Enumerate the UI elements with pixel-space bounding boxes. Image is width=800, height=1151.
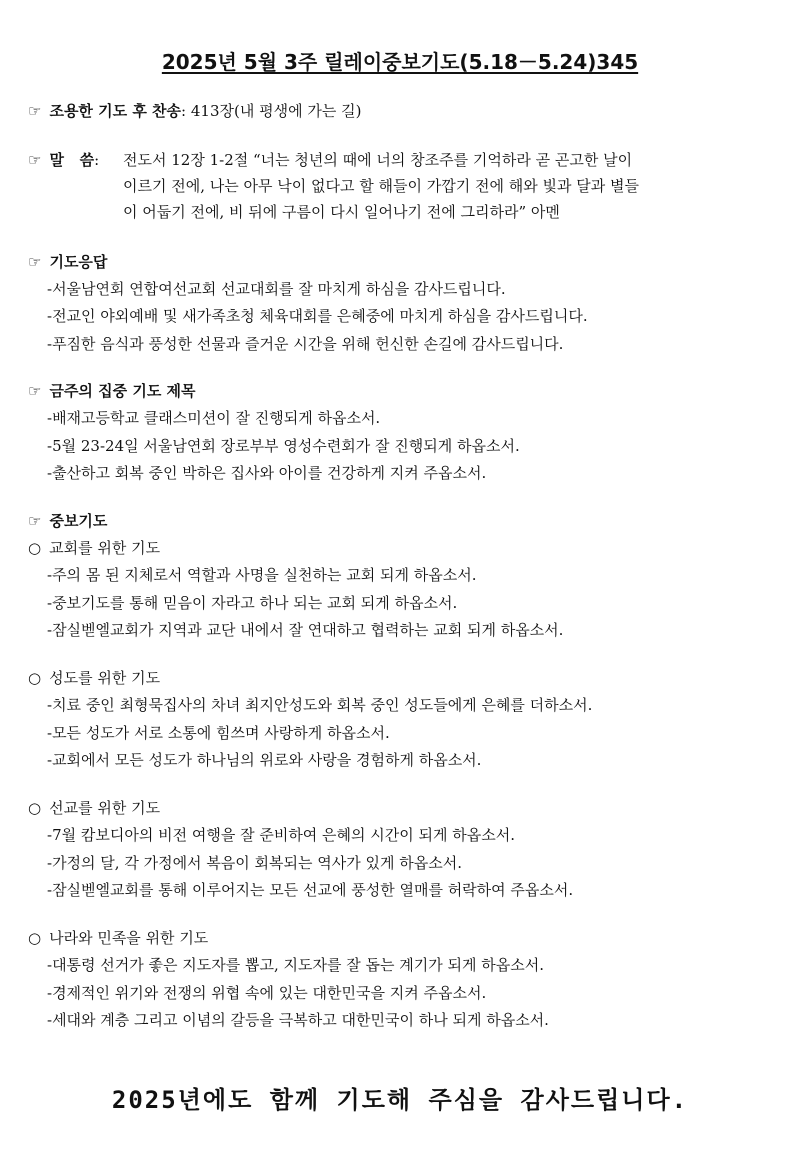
scripture-line: 이 어둡기 전에, 비 뒤에 구름이 다시 일어나기 전에 그리하라” 아멘	[123, 203, 560, 221]
list-item: -주의 몸 된 지체로서 역할과 사명을 실천하는 교회 되게 하옵소서.	[47, 566, 477, 584]
list-item: -서울남연회 연합여선교회 선교대회를 잘 마치게 하심을 감사드립니다.	[47, 280, 506, 298]
circle-bullet-icon: ○	[28, 539, 42, 557]
list-item: -모든 성도가 서로 소통에 힘쓰며 사랑하게 하옵소서.	[47, 724, 390, 742]
section-title: ○ 선교를 위한 기도	[28, 799, 161, 817]
list-item: -치료 중인 최형묵집사의 차녀 최지안성도와 회복 중인 성도들에게 은혜를 더하소서.	[47, 696, 593, 714]
hymn-label: 조용한 기도 후 찬송	[49, 102, 182, 120]
list-item: -배재고등학교 클래스미션이 잘 진행되게 하옵소서.	[47, 409, 381, 427]
hymn-value: : 413장(내 평생에 가는 길)	[181, 102, 362, 120]
list-item: -잠실벧엘교회가 지역과 교단 내에서 잘 연대하고 협력하는 교회 되게 하옵소서.	[47, 621, 564, 639]
scripture-line: 전도서 12장 1-2절 “너는 청년의 때에 너의 창조주를 기억하라 곧 곤고한 날이	[123, 151, 633, 169]
pointing-hand-icon: ☞	[28, 151, 42, 169]
circle-bullet-icon: ○	[28, 799, 42, 817]
answered-heading: ☞ 기도응답	[28, 253, 108, 271]
section-title: ○ 나라와 민족을 위한 기도	[28, 929, 209, 947]
pointing-hand-icon: ☞	[28, 512, 42, 530]
pointing-hand-icon: ☞	[28, 102, 42, 120]
list-item: -대통령 선거가 좋은 지도자를 뽑고, 지도자를 잘 돕는 계기가 되게 하옵소서.	[47, 956, 544, 974]
list-item: -7월 캄보디아의 비전 여행을 잘 준비하여 은혜의 시간이 되게 하옵소서.	[47, 826, 516, 844]
pointing-hand-icon: ☞	[28, 253, 42, 271]
list-item: -가정의 달, 각 가정에서 복음이 회복되는 역사가 있게 하옵소서.	[47, 854, 463, 872]
list-item: -출산하고 회복 중인 박하은 집사와 아이를 건강하게 지켜 주옵소서.	[47, 464, 487, 482]
section-title: ○ 교회를 위한 기도	[28, 539, 161, 557]
list-item: -교회에서 모든 성도가 하나님의 위로와 사랑을 경험하게 하옵소서.	[47, 751, 482, 769]
circle-bullet-icon: ○	[28, 929, 42, 947]
circle-bullet-icon: ○	[28, 669, 42, 687]
hymn-line	[28, 101, 361, 121]
list-item: -세대와 계층 그리고 이념의 갈등을 극복하고 대한민국이 하나 되게 하옵소서.	[47, 1011, 549, 1029]
intercession-heading: ☞ 중보기도	[28, 512, 108, 530]
section-title: ○ 성도를 위한 기도	[28, 669, 161, 687]
scripture-label-line: ☞ 말 씀:	[28, 151, 100, 169]
scripture-text	[123, 147, 773, 225]
scripture-label: 말 씀	[49, 151, 95, 169]
focus-heading: ☞ 금주의 집중 기도 제목	[28, 382, 196, 400]
list-item: -5월 23-24일 서울남연회 장로부부 영성수련회가 잘 진행되게 하옵소서.	[47, 437, 520, 455]
list-item: -중보기도를 통해 믿음이 자라고 하나 되는 교회 되게 하옵소서.	[47, 594, 458, 612]
pointing-hand-icon: ☞	[28, 382, 42, 400]
page-title: 2025년 5월 3주 릴레이중보기도(5.18－5.24)345	[161, 50, 639, 74]
list-item: -푸짐한 음식과 풍성한 선물과 즐거운 시간을 위해 헌신한 손길에 감사드립니다.	[47, 335, 564, 353]
scripture-line: 이르기 전에, 나는 아무 낙이 없다고 할 해들이 가깝기 전에 해와 빛과 달과 별들	[123, 177, 639, 195]
list-item: -전교인 야외예배 및 새가족초청 체육대회를 은혜중에 마치게 하심을 감사드립니다.	[47, 307, 588, 325]
closing-message: 2025년에도 함께 기도해 주심을 감사드립니다.	[111, 1086, 689, 1114]
list-item: -잠실벧엘교회를 통해 이루어지는 모든 선교에 풍성한 열매를 허락하여 주옵소서.	[47, 881, 574, 899]
list-item: -경제적인 위기와 전쟁의 위협 속에 있는 대한민국을 지켜 주옵소서.	[47, 984, 487, 1002]
